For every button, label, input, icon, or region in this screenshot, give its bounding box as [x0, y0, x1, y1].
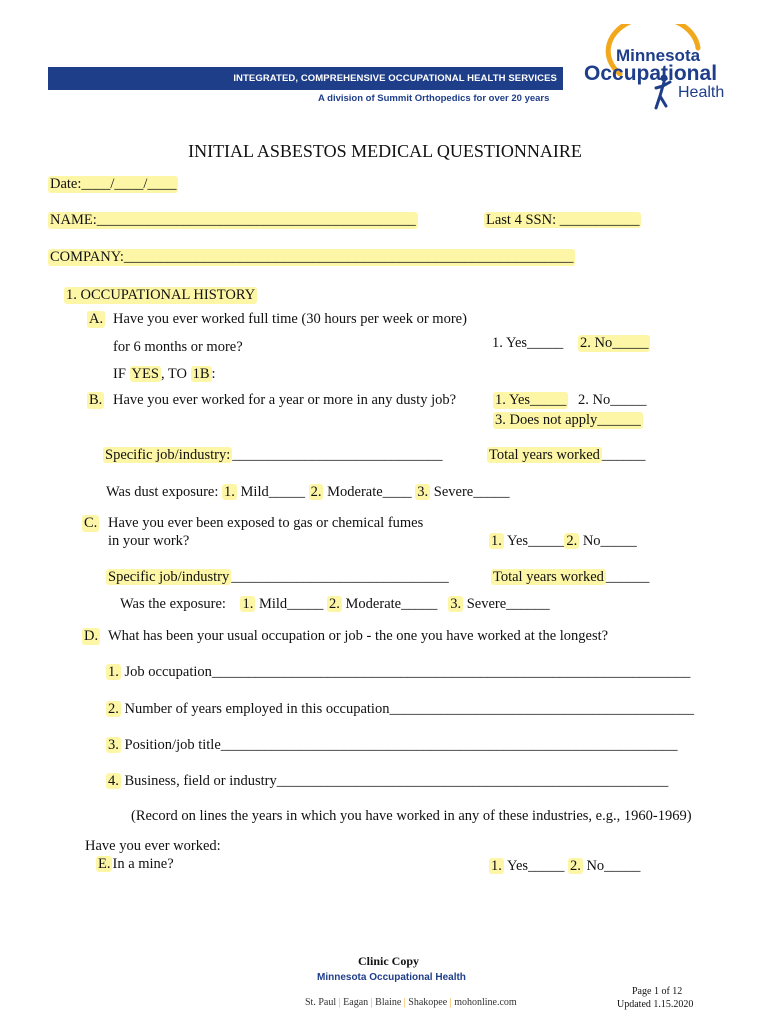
question-a-yes[interactable]: 1. Yes_____: [492, 335, 564, 351]
question-d-item-1-num: 1.: [108, 664, 119, 680]
question-e-no[interactable]: No_____: [586, 858, 641, 874]
question-c-no[interactable]: No_____: [582, 533, 637, 549]
question-e-text: In a mine?: [112, 856, 174, 872]
question-c-text-1: Have you ever been exposed to gas or chemical fumes: [108, 515, 424, 531]
question-c-job-label: Specific job/industry: [108, 569, 230, 585]
question-c-years-label: Total years worked: [493, 569, 604, 585]
question-b-years-field[interactable]: [487, 447, 645, 464]
question-d-item-2[interactable]: [106, 701, 694, 718]
question-c-job-field[interactable]: [106, 569, 449, 586]
footer-website-link[interactable]: mohonline.com: [454, 997, 517, 1008]
question-c-yes-num: 1.: [491, 533, 502, 549]
footer-copy: Clinic Copy: [358, 954, 420, 968]
footer-page-number: Page 1 of 12: [632, 986, 683, 997]
question-e-row: [96, 856, 174, 873]
question-a-no[interactable]: 2. No_____: [580, 335, 649, 351]
question-c-years-field[interactable]: [491, 569, 649, 586]
question-b-not-apply[interactable]: 3. Does not apply______: [495, 412, 641, 428]
question-c-answers: [489, 533, 637, 550]
footer-location-1: St. Paul: [305, 997, 337, 1008]
footer-location-4: Shakopee: [408, 997, 448, 1008]
question-c-moderate[interactable]: Moderate_____: [345, 596, 438, 612]
question-d-item-1-text: Job occupation__________________________________________________________________: [124, 664, 691, 680]
skip-colon: :: [211, 366, 216, 382]
question-d-item-3[interactable]: [106, 737, 678, 754]
question-b-exposure-label: Was dust exposure:: [106, 484, 219, 500]
footer-updated: Updated 1.15.2020: [617, 999, 694, 1010]
question-d-item-3-text: Position/job title_______________________________________________________________: [124, 737, 678, 753]
company-field[interactable]: COMPANY:______________________________________________________________: [50, 249, 574, 265]
question-b-text: Have you ever worked for a year or more in any dusty job?: [113, 392, 457, 408]
question-d-item-4-num: 4.: [108, 773, 119, 789]
skip-if: IF: [113, 366, 126, 382]
question-b-job-label: Specific job/industry:: [105, 447, 231, 463]
question-b-moderate[interactable]: Moderate____: [327, 484, 412, 500]
question-b-years-label: Total years worked: [489, 447, 600, 463]
question-b-moderate-num: 2.: [310, 484, 322, 500]
question-e-intro: Have you ever worked:: [85, 838, 221, 854]
name-field[interactable]: NAME:____________________________________________: [50, 212, 416, 228]
footer-location-2: Eagan: [343, 997, 369, 1008]
question-c-mild[interactable]: Mild_____: [258, 596, 324, 612]
question-b-mild[interactable]: Mild_____: [240, 484, 305, 500]
question-e-letter: E.: [98, 856, 111, 872]
question-c-letter: C.: [84, 515, 98, 531]
question-b-no[interactable]: 2. No_____: [578, 392, 647, 408]
question-c-no-num: 2.: [566, 533, 578, 549]
question-c-exposure-row: [120, 596, 550, 613]
question-a-text-1: Have you ever worked full time (30 hours per week or more): [113, 311, 467, 327]
question-d-note: (Record on lines the years in which you have worked in any of these industries, e.g., 1960-1969): [131, 808, 692, 824]
question-a-letter: A.: [89, 311, 104, 327]
ssn-label: Last 4 SSN: ___________: [486, 212, 640, 228]
question-b-mild-num: 1.: [224, 484, 235, 500]
question-b-yes[interactable]: 1. Yes_____: [495, 392, 567, 408]
question-e-answers: [489, 858, 640, 875]
question-c-severe-num: 3.: [450, 596, 462, 612]
question-d-item-2-text: Number of years employed in this occupation__________________________________________: [124, 701, 694, 717]
question-e-yes[interactable]: Yes_____: [506, 858, 565, 874]
question-c-text-2: in your work?: [108, 533, 190, 549]
header-banner: INTEGRATED, COMPREHENSIVE OCCUPATIONAL HEALTH SERVICES: [48, 67, 563, 90]
question-a-skip-instruction: [113, 366, 216, 383]
question-b-letter: B.: [89, 392, 103, 408]
skip-to: , TO: [160, 366, 187, 382]
question-c-exposure-label: Was the exposure:: [120, 596, 226, 612]
question-a-text-2: for 6 months or more?: [113, 339, 243, 355]
question-d-letter: D.: [84, 628, 99, 644]
skip-target: 1B: [192, 366, 210, 382]
question-b-exposure-row: [106, 484, 510, 501]
section-heading: 1. OCCUPATIONAL HISTORY: [66, 287, 256, 303]
logo-line-2: Occupational: [584, 62, 718, 85]
question-c-mild-num: 1.: [242, 596, 254, 612]
question-c-job-line: ______________________________: [231, 569, 449, 585]
question-c-years-line: ______: [605, 569, 650, 585]
question-d-item-3-num: 3.: [108, 737, 119, 753]
question-c-moderate-num: 2.: [329, 596, 340, 612]
footer-location-3: Blaine: [375, 997, 402, 1008]
question-b-severe[interactable]: Severe_____: [433, 484, 510, 500]
header-subline: A division of Summit Orthopedics for over 20 years: [318, 93, 550, 104]
footer-org: Minnesota Occupational Health: [317, 972, 466, 983]
question-c-yes[interactable]: Yes_____: [506, 533, 565, 549]
question-c-severe[interactable]: Severe______: [466, 596, 550, 612]
question-b-severe-num: 3.: [417, 484, 429, 500]
question-b-job-line: _____________________________: [232, 447, 443, 463]
question-d-item-4[interactable]: [106, 773, 668, 790]
page-title: INITIAL ASBESTOS MEDICAL QUESTIONNAIRE: [188, 141, 582, 161]
skip-yes: YES: [131, 366, 159, 382]
logo-line-1: Minnesota: [616, 46, 701, 65]
ssn-field[interactable]: [484, 212, 641, 229]
date-field[interactable]: Date:____/____/____: [50, 176, 177, 192]
question-e-no-num: 2.: [569, 858, 581, 874]
company-logo: [580, 24, 750, 114]
question-d-item-2-num: 2.: [108, 701, 119, 717]
question-d-item-1[interactable]: [106, 664, 690, 681]
logo-line-3: Health: [678, 84, 725, 101]
question-b-years-line: ______: [601, 447, 646, 463]
question-d-text: What has been your usual occupation or job - the one you have worked at the longest?: [108, 628, 609, 644]
footer-locations: St. Paul | Eagan | Blaine | Shakopee | mohonline.com: [305, 997, 517, 1008]
question-e-yes-num: 1.: [491, 858, 502, 874]
question-b-job-field[interactable]: [103, 447, 443, 464]
question-d-item-4-text: Business, field or industry______________________________________________________: [124, 773, 669, 789]
